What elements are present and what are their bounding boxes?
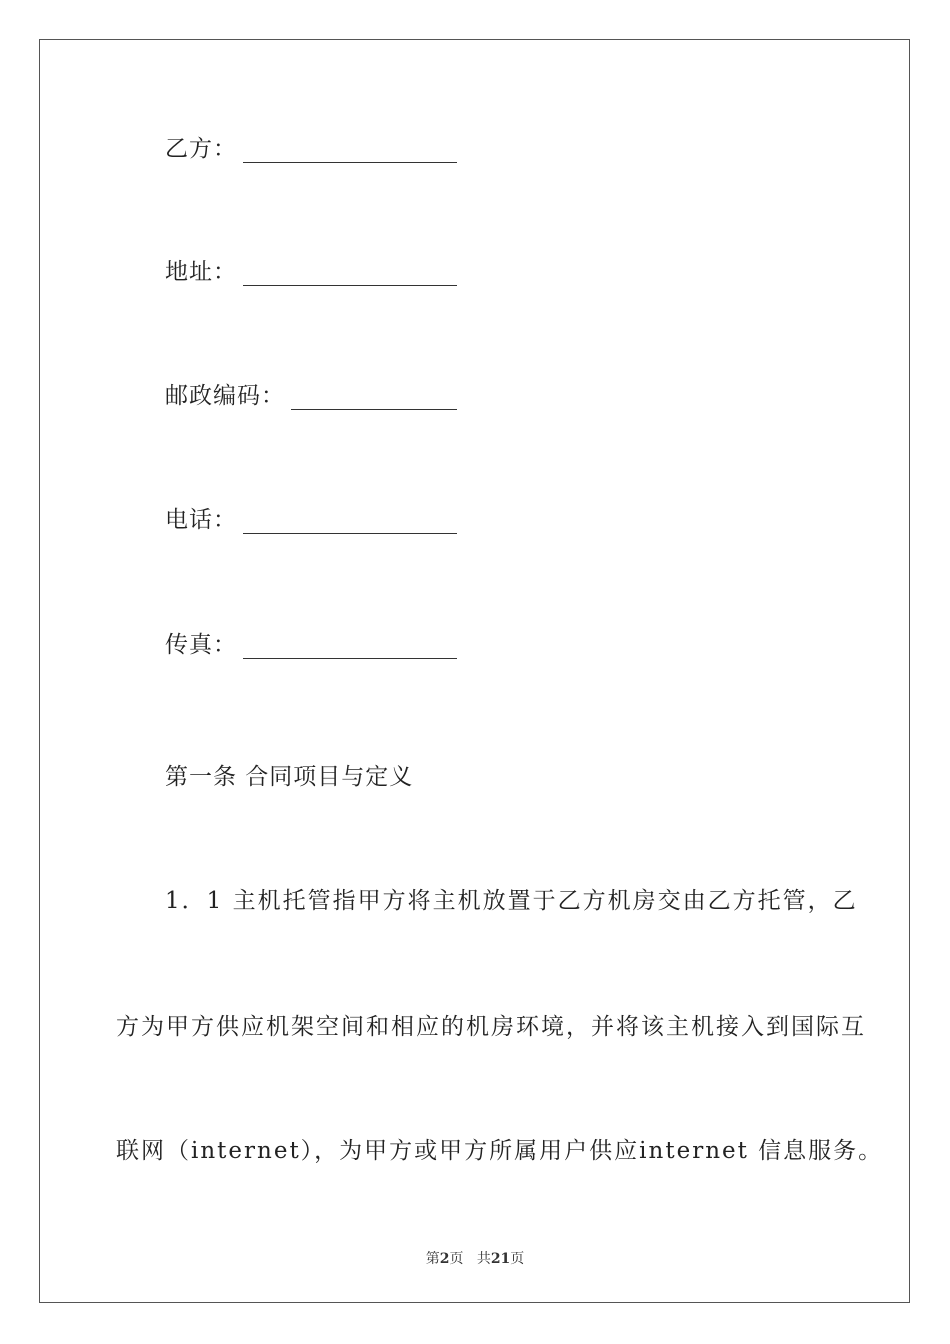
clause-line-1: 1．1 主机托管指甲方将主机放置于乙方机房交由乙方托管，乙 <box>165 888 858 914</box>
postal-code-blank[interactable] <box>291 383 457 410</box>
party-b-label: 乙方： <box>165 136 237 162</box>
postal-code-label: 邮政编码： <box>165 383 285 409</box>
page-prefix: 第 <box>425 1251 440 1267</box>
total-suffix: 页 <box>510 1251 525 1267</box>
party-b-field <box>165 133 457 163</box>
clause-line-2: 方为甲方供应机架空间和相应的机房环境，并将该主机接入到国际互 <box>116 1014 866 1040</box>
address-field <box>165 256 457 286</box>
total-pages: 21 <box>490 1251 511 1267</box>
phone-field <box>165 504 457 534</box>
page-border <box>39 39 910 1303</box>
page-suffix: 页 <box>449 1251 464 1267</box>
total-prefix: 共 <box>476 1251 491 1267</box>
fax-label: 传真： <box>165 632 237 658</box>
page-footer <box>0 1248 950 1268</box>
party-b-blank[interactable] <box>243 136 457 163</box>
clause-line-3: 联网（internet），为甲方或甲方所属用户供应internet 信息服务。 <box>116 1138 884 1164</box>
fax-field <box>165 629 457 659</box>
section-heading: 第一条 合同项目与定义 <box>165 764 414 790</box>
postal-code-field <box>165 380 457 410</box>
page-number: 2 <box>439 1251 450 1267</box>
address-label: 地址： <box>165 259 237 285</box>
phone-blank[interactable] <box>243 507 457 534</box>
address-blank[interactable] <box>243 259 457 286</box>
fax-blank[interactable] <box>243 632 457 659</box>
phone-label: 电话： <box>165 507 237 533</box>
